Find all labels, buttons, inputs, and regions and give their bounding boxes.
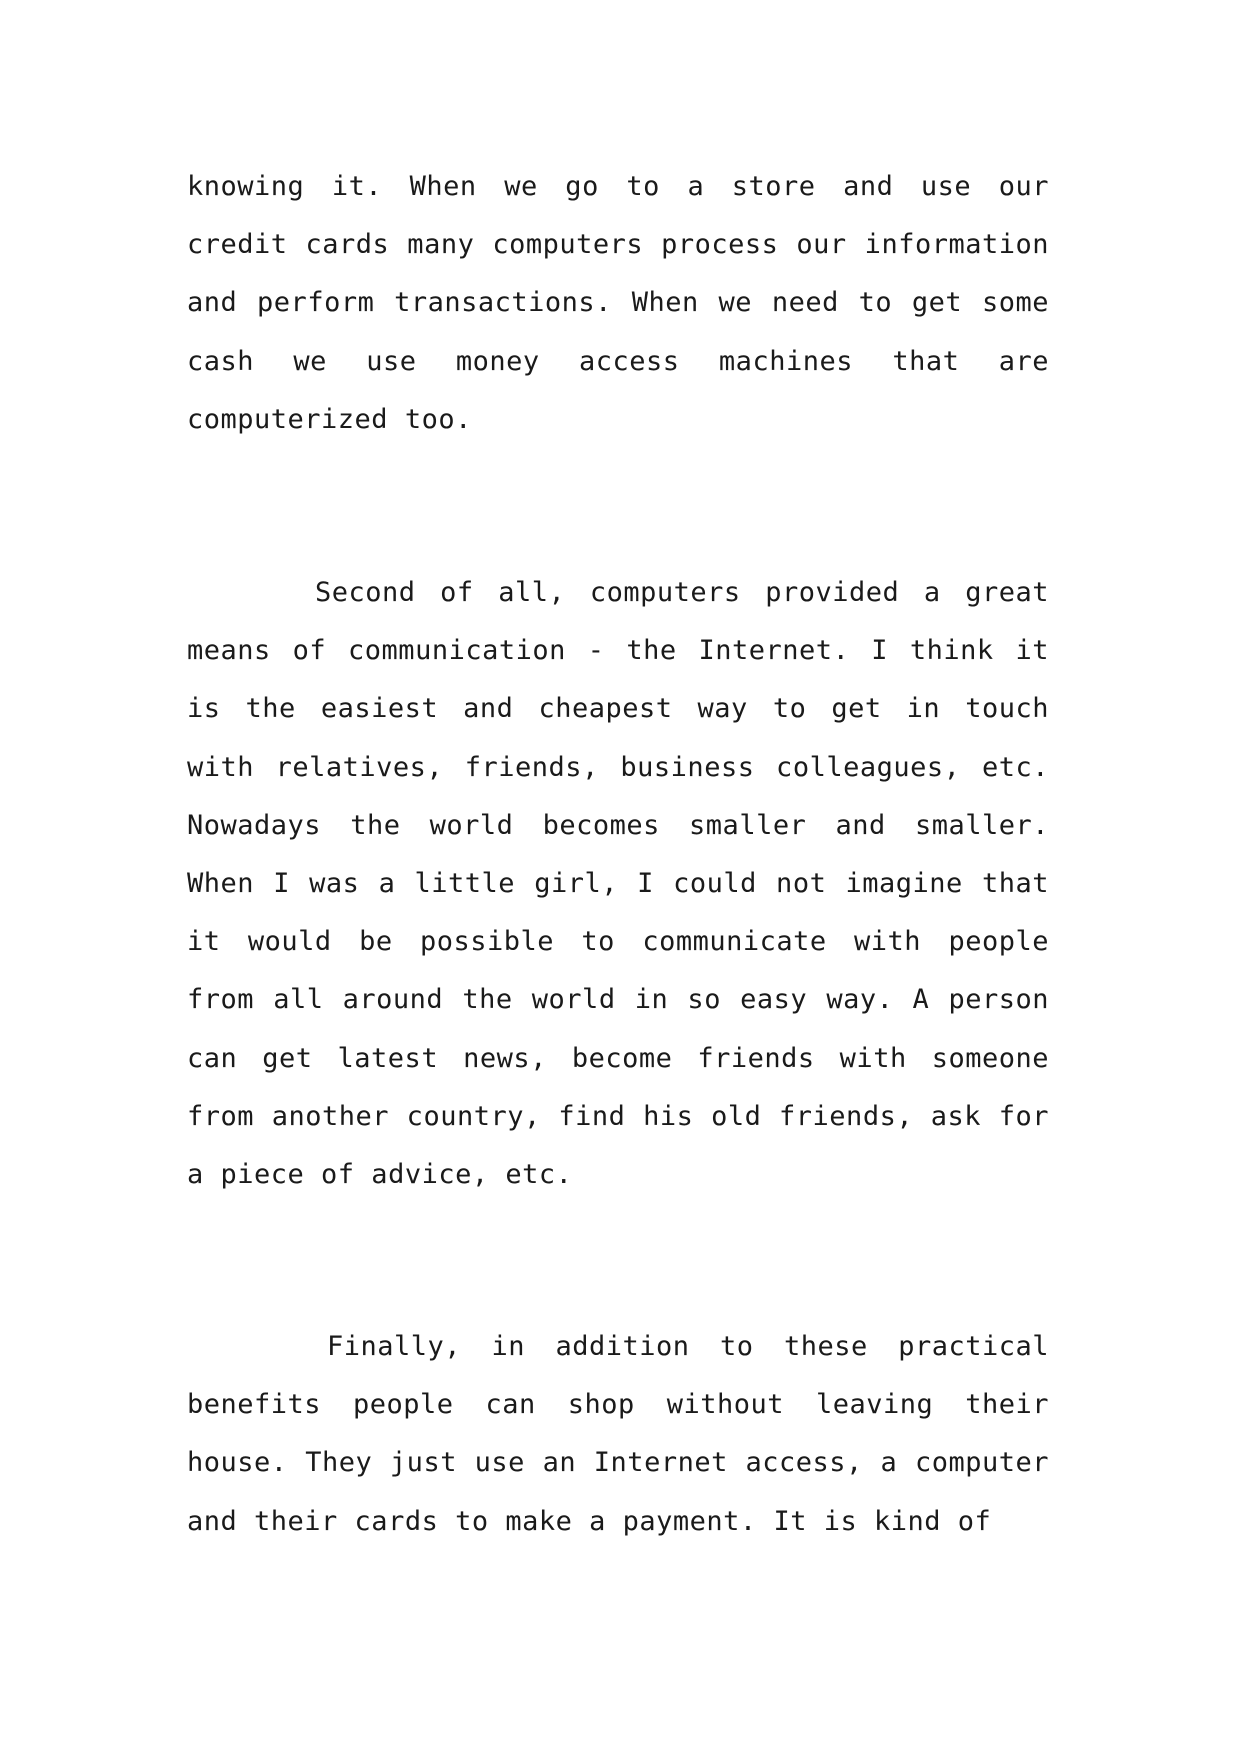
paragraph-second-of-all — [187, 564, 1049, 1204]
paragraph-continuation — [187, 158, 1049, 449]
paragraph-text: Finally, in addition to these practical benefits people can shop without leaving their house. They just use an Internet access, a computer and their cards to make a payment. It is kind of — [187, 1331, 1049, 1537]
paragraph-text: knowing it. When we go to a store and use our credit cards many computers process our information and perform transactions. When we need to get some cash we use money access machines that are computerized too. — [187, 171, 1049, 435]
paragraph-finally — [187, 1318, 1049, 1551]
paragraph-text: Second of all, computers provided a great means of communication - the Internet. I think it is the easiest and cheapest way to get in touch with relatives, friends, business colleagues, etc. Nowadays the world becomes smaller and smaller. When I was a little girl, I could not imagine that it would be possible to communicate with people from all around the world in so easy way. A person can get latest news, become friends with someone from another country, find his old friends, ask for a piece of advice, etc. — [187, 577, 1049, 1191]
